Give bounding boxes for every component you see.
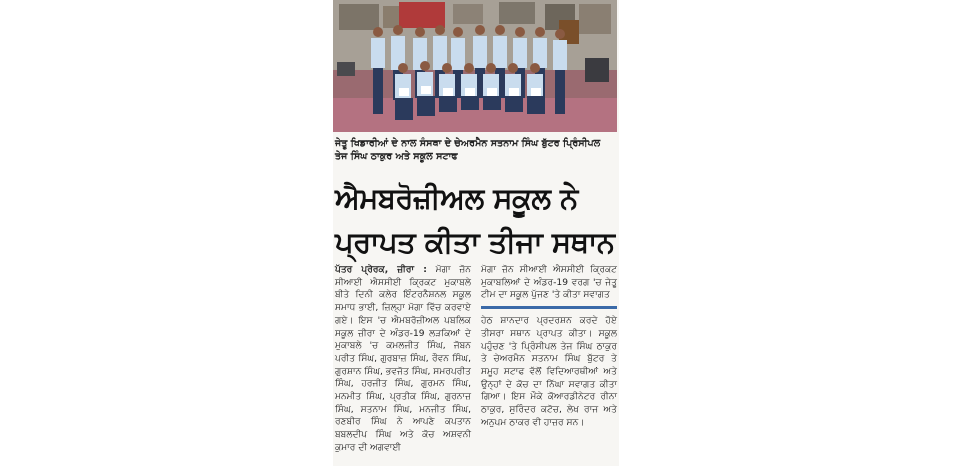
article-body-right: ਹੇਠ ਸ਼ਾਨਦਾਰ ਪ੍ਰਦਰਸ਼ਨ ਕਰਦੇ ਹੋਏ ਤੀਸਰਾ ਸਥਾਨ ਪ੍ਰਾਪਤ ਕੀਤਾ। ਸਕੂਲ ਪਹੁੰਚਣ 'ਤੇ ਪ੍ਰਿੰਸੀਪਲ ਤੇਜ ਸਿੰਘ ਠਾਕੁਰ ਤੇ ਚੇਅਰਮੈਨ ਸਤਨਾਮ ਸਿੰਘ ਬੁੱਟਰ ਤੇ ਸਮੂਹ ਸਟਾਫ ਵੱਲੋਂ ਵਿਦਿਆਰਥੀਆਂ ਅਤੇ ਉਨ੍ਹਾਂ ਦੇ ਕੋਚ ਦਾ ਨਿੱਘਾ ਸਵਾਗਤ ਕੀਤਾ ਗਿਆ। ਇਸ ਮੌਕੇ ਕੋਆਰਡੀਨੇਟਰ ਰੀਨਾ ਠਾਕੁਰ, ਸੁਰਿੰਦਰ ਕਟੋਚ, ਲੇਖ ਰਾਜ ਅਤੇ ਅਨੁਪਮ ਠਾਕਰ ਵੀ ਹਾਜ਼ਰ ਸਨ। [481, 316, 617, 428]
article-column-right [481, 264, 617, 429]
team-photo-illustration [333, 0, 617, 132]
headline: ਐਮਬਰੋਜ਼ੀਅਲ ਸਕੂਲ ਨੇ ਪ੍ਰਾਪਤ ਕੀਤਾ ਤੀਜਾ ਸਥਾਨ [335, 181, 615, 259]
article-column-left [335, 264, 471, 455]
team-photo [333, 0, 617, 132]
article-body-left: ਮੋਗਾ ਜ਼ੋਨ ਸੀਆਈ ਐਸਸੀਈ ਕ੍ਰਿਕਟ ਮੁਕਾਬਲੇ ਬੀਤੇ ਦਿਨੀ ਕਲੇਰ ਇੰਟਰਨੈਸ਼ਨਲ ਸਕੂਲ ਸਮਾਧ ਭਾਈ, ਜ਼ਿਲ੍ਹਾ ਮੋਗਾ ਵਿੱਚ ਕਰਵਾਏ ਗਏ। ਇਸ 'ਚ ਐਮਬਰੋਜ਼ੀਅਲ ਪਬਲਿਕ ਸਕੂਲ ਜ਼ੀਰਾ ਦੇ ਅੰਡਰ-19 ਲੜਕਿਆਂ ਦੇ ਮੁਕਾਬਲੇ 'ਚ ਕਮਲਜੀਤ ਸਿੰਘ, ਜੋਬਨ ਪਰੀਤ ਸਿੰਘ, ਗੁਰਬਾਜ਼ ਸਿੰਘ, ਰੌਵਨ ਸਿੰਘ, ਗੁਰਸ਼ਾਨ ਸਿੰਘ, ਭਵਜੋਤ ਸਿੰਘ, ਸਮਰਪਰੀਤ ਸਿੰਘ, ਹਰਜੀਤ ਸਿੰਘ, ਗੁਰਮਨ ਸਿੰਘ, ਮਨਮੀਤ ਸਿੰਘ, ਪ੍ਰਤੀਕ ਸਿੰਘ, ਗੁਰਨਾਜ਼ ਸਿੰਘ, ਸਤਨਾਮ ਸਿੰਘ, ਮਨਜੀਤ ਸਿੰਘ, ਰਣਬੀਰ ਸਿੰਘ ਨੇ ਆਪਣੇ ਕਪਤਾਨ ਬਬਲਦੀਪ ਸਿੰਘ ਅਤੇ ਕੋਚ ਅਸ਼ਵਨੀ ਕੁਮਾਰ ਦੀ ਅਗਵਾਈ [335, 265, 471, 453]
article-subhead: ਮੋਗਾ ਜ਼ੋਨ ਸੀਆਈ ਐਸਸੀਈ ਕ੍ਰਿਕਟ ਮੁਕਾਬਲਿਆਂ ਦੇ ਅੰਡਰ-19 ਵਰਗ 'ਚ ਜੇਤੂ ਟੀਮ ਦਾ ਸਕੂਲ ਪੁੱਜਣ 'ਤੇ ਕੀਤਾ ਸਵਾਗਤ [481, 265, 617, 301]
photo-caption: ਜੇਤੂ ਖਿਡਾਰੀਆਂ ਦੇ ਨਾਲ ਸੰਸਥਾ ਦੇ ਚੇਅਰਮੈਨ ਸਤਨਾਮ ਸਿੰਘ ਬੁੱਟਰ ਪ੍ਰਿੰਸੀਪਲ ਤੇਜ ਸਿੰਘ ਠਾਕੁਰ ਅਤੇ ਸਕੂਲ ਸਟਾਫ [335, 138, 601, 162]
dateline: ਪੱਤਰ ਪ੍ਰੇਰਕ, ਜ਼ੀਰਾ : [335, 265, 427, 275]
subhead-divider [481, 306, 617, 309]
